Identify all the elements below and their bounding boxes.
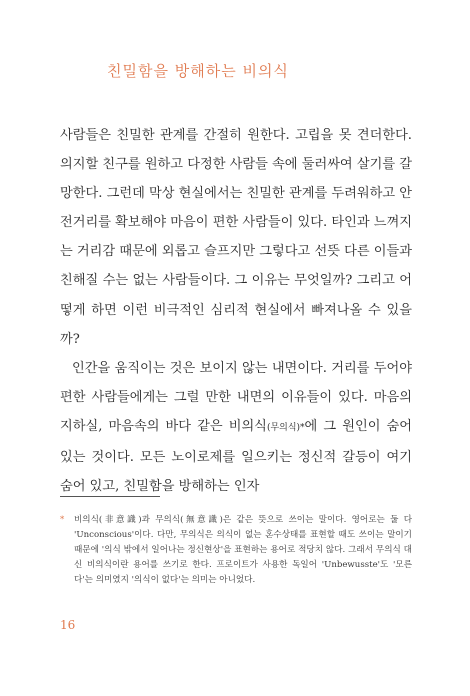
page-number: 16 <box>60 618 76 632</box>
paragraph-2-gloss: (무의식) <box>266 422 301 433</box>
paragraph-2 <box>60 354 412 501</box>
footnote-text: 비의식(非意識)과 무의식(無意識)은 같은 뜻으로 쓰이는 말이다. 영어로는 둘 다 'Unconscious'이다. 다만, 무의식은 의식이 없는 혼수상태를 표현할 때도 쓰이는 말이기 때문에 '의식 밖에서 일어나는 정신현상'을 표현하는 용어로 적당치 않다. 그래서 무의식 대신 비의식이란 용어를 쓰기로 한다. 프로이트가 사용한 독일어 'Unbewusste'도 '모른다'는 의미였지 '의식이 없다'는 의미는 아니었다. <box>74 515 412 585</box>
footnote <box>60 513 412 588</box>
section-title: 친밀함을 방해하는 비의식 <box>107 62 289 80</box>
paragraph-2-text-after: 에 그 원인이 숨어 있는 것이다. 모든 노이로제를 일으키는 정신적 갈등이 여기 숨어 있고, 친밀함을 방해하는 인자 <box>60 418 413 495</box>
footnote-reference-mark: * <box>300 422 305 433</box>
footnote-mark: * <box>60 515 65 525</box>
footnote-divider <box>60 496 160 497</box>
paragraph-2-text-before: 인간을 움직이는 것은 보이지 않는 내면이다. 거리를 두어야 편한 사람들에게는 그럴 만한 내면의 이유들이 있다. 마음의 지하실, 마음속의 바다 같은 비의식 <box>60 360 412 434</box>
paragraph-1: 사람들은 친밀한 관계를 간절히 원한다. 고립을 못 견더한다. 의지할 친구를 원하고 다정한 사람들 속에 둘러싸여 살기를 갈망한다. 그런데 막상 현실에서는 친밀한 관계를 두려워하고 안전거리를 확보해야 마음이 편한 사람들이 있다. 타인과 느껴지는 거리감 때문에 외롭고 슬프지만 그렇다고 선뜻 다른 이들과 친해질 수는 없는 사람들이다. 그 이유는 무엇일까? 그리고 어떻게 하면 이런 비극적인 심리적 현실에서 빠져나올 수 있을까? <box>60 128 413 347</box>
body-text <box>60 121 412 501</box>
